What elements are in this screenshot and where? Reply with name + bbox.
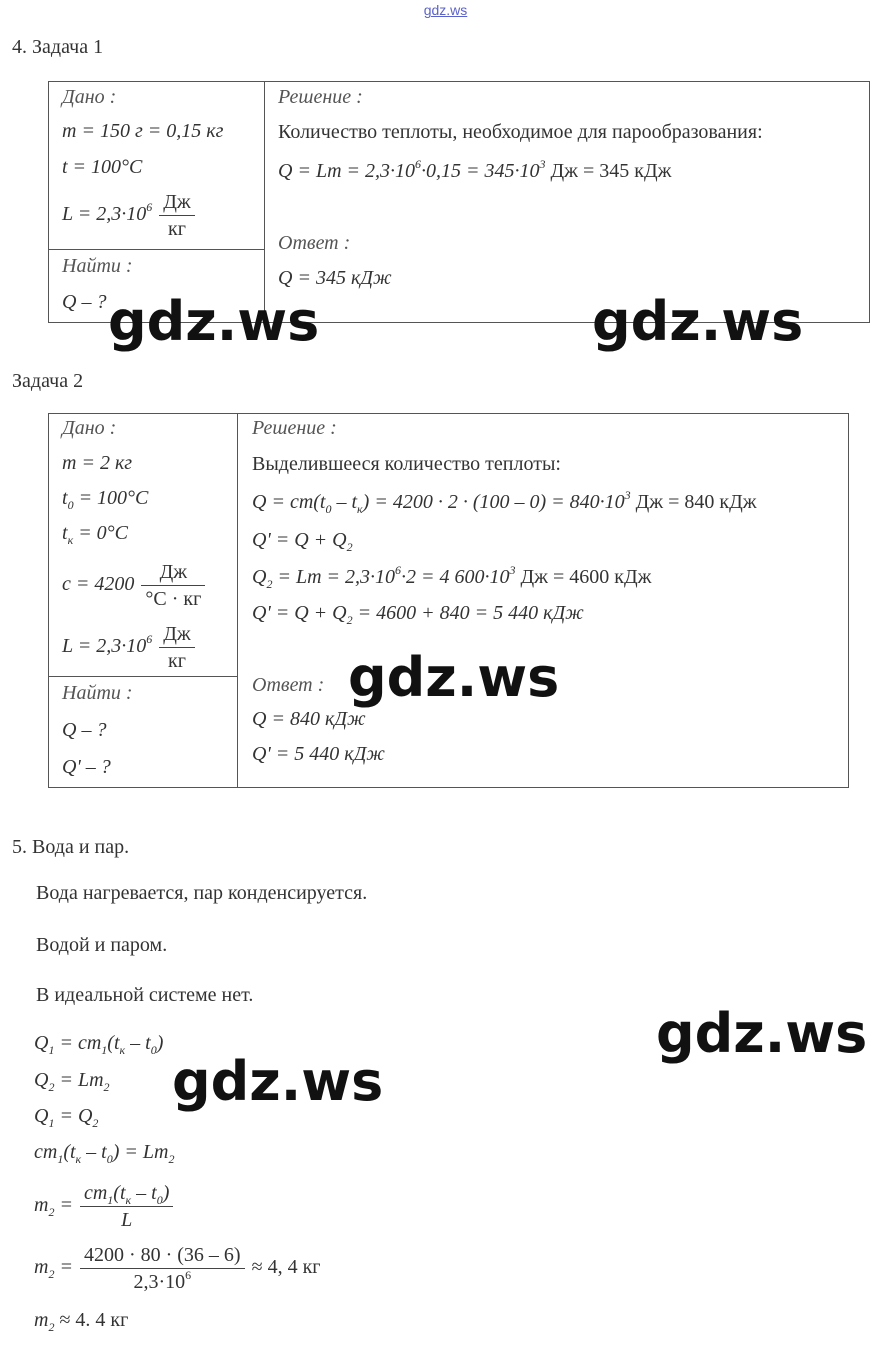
task5-eq2: $Q_2 = Lm_2$ — [34, 1069, 110, 1094]
task4-formula: $Q = Lm = 2,3\cdot 10^6\cdot 0,15 = 345\cdot 10^3$ Дж = 345 кДж — [278, 157, 672, 182]
task4-heading: 4. Задача 1 — [12, 36, 104, 58]
task2-answer-q: Q = 840 кДж — [252, 708, 366, 730]
task5-text3: В идеальной системе нет. — [36, 984, 254, 1006]
task2-find-label: Найти : — [62, 682, 133, 704]
watermark: gdz.ws — [108, 290, 320, 353]
task2-solution-text: Выделившееся количество теплоты: — [252, 453, 561, 475]
task4-given-m: m = 150 г = 0,15 кг — [62, 120, 224, 142]
task2-given-find-divider — [48, 676, 237, 677]
task5-text2: Водой и паром. — [36, 934, 168, 956]
task2-find-q: Q – ? — [62, 719, 107, 741]
task2-line4: $Q' = Q + Q_2 = 4600 + 840 = 5$ 440 кДж — [252, 602, 584, 627]
watermark: gdz.ws — [172, 1050, 384, 1113]
task4-find: Q – ? — [62, 291, 107, 313]
task2-answer-q-prime: Q' = 5 440 кДж — [252, 743, 385, 765]
task2-given-m: m = 2 кг — [62, 452, 133, 474]
task2-line2: $Q' = Q + Q_2$ — [252, 529, 353, 554]
site-link[interactable]: gdz.ws — [423, 2, 468, 18]
task2-given-tk: $t_к = 0^\circ C$ — [62, 522, 129, 547]
task5-eq6: $m_2$ = $\frac{4200 \cdot 80 \cdot (36 - 6)}{2,3\cdot 10^6}$ ≈ 4, 4 кг — [34, 1244, 321, 1293]
watermark: gdz.ws — [656, 1002, 868, 1065]
task2-answer-label: Ответ : — [252, 674, 325, 696]
watermark: gdz.ws — [348, 646, 560, 709]
task4-given-find-divider — [48, 249, 264, 250]
task4-solution-text: Количество теплоты, необходимое для парообразования: — [278, 121, 763, 143]
task2-given-t0: $t_0 = 100^\circ C$ — [62, 487, 149, 512]
task5-eq5: $m_2$ = $\frac{cm_1(t_к - t_0)}{L}$ — [34, 1180, 175, 1233]
task4-divider — [264, 81, 265, 323]
task2-given-L: $L = 2,3\cdot 10^6$ $\frac{Дж}{кг}$ — [62, 621, 197, 674]
task4-find-label: Найти : — [62, 255, 133, 277]
task5-eq1: $Q_1 = cm_1(t_к - t_0)$ — [34, 1032, 164, 1057]
task4-answer: Q = 345 кДж — [278, 267, 392, 289]
task4-given-L: $L = 2,3\cdot 10^6$ $\frac{Дж}{кг}$ — [62, 189, 197, 242]
task5-eq3: $Q_1 = Q_2$ — [34, 1105, 99, 1130]
task2-line1: $Q = cm(t_0 - t_к) = 4200 \cdot 2 \cdot (100 - 0) = 840\cdot 10^3$ Дж = 840 кДж — [252, 488, 757, 516]
task4-answer-label: Ответ : — [278, 232, 351, 254]
watermark: gdz.ws — [592, 290, 804, 353]
task5-heading: 5. Вода и пар. — [12, 836, 130, 858]
task5-text1: Вода нагревается, пар конденсируется. — [36, 882, 368, 904]
task5-eq7: $m_2 \approx 4$. 4 кг — [34, 1309, 129, 1334]
task5-eq4: $cm_1(t_к - t_0) = Lm_2$ — [34, 1141, 175, 1166]
task2-heading: Задача 2 — [12, 370, 84, 392]
task2-given-label: Дано : — [62, 417, 117, 439]
task4-given-label: Дано : — [62, 86, 117, 108]
task2-given-c: c = 4200 $\frac{Дж}{^\circ C \cdot кг}$ — [62, 559, 207, 612]
task4-solution-label: Решение : — [278, 86, 363, 108]
task2-solution-label: Решение : — [252, 417, 337, 439]
task2-find-q-prime: Q' – ? — [62, 756, 111, 778]
task4-given-t: t = 100°C — [62, 156, 143, 178]
task2-line3: $Q_2 = Lm = 2,3\cdot 10^6\cdot 2 = 4$ $600\cdot 10^3$ Дж = 4600 кДж — [252, 563, 652, 591]
task2-divider — [237, 413, 238, 788]
